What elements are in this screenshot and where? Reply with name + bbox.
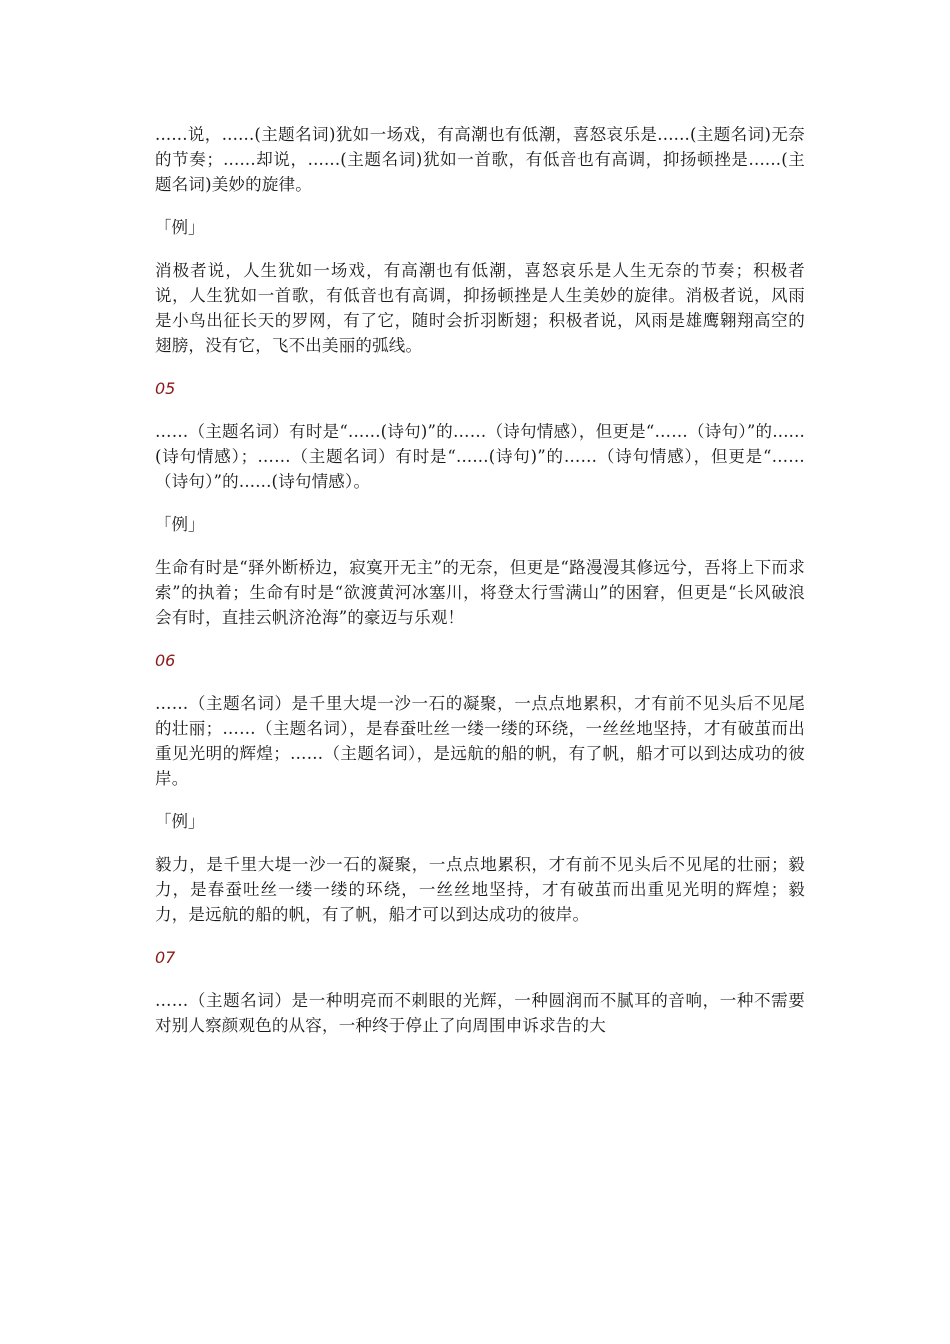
section-number-06: 06 xyxy=(155,651,176,670)
example-paragraph-05: 生命有时是“驿外断桥边，寂寞开无主”的无奈，但更是“路漫漫其修远兮，吾将上下而求索”的执着；生命有时是“欲渡黄河冰塞川，将登太行雪满山”的困窘，但更是“长风破浪会有时，直挂云帆济沧海”的豪迈与乐观！ xyxy=(155,558,805,627)
section-number-05: 05 xyxy=(155,379,176,398)
example-paragraph-06: 毅力，是千里大堤一沙一石的凝聚，一点点地累积，才有前不见头后不见尾的壮丽；毅力，是春蚕吐丝一缕一缕的环绕，一丝丝地坚持，才有破茧而出重见光明的辉煌；毅力，是远航的船的帆，有了帆，船才可以到达成功的彼岸。 xyxy=(155,855,805,924)
example-label: 「例」 xyxy=(155,515,205,534)
template-paragraph-07: ……（主题名词）是一种明亮而不刺眼的光辉，一种圆润而不腻耳的音响，一种不需要对别人察颜观色的从容，一种终于停止了向周围申诉求告的大 xyxy=(155,991,805,1035)
template-paragraph-04: ......说，......(主题名词)犹如一场戏，有高潮也有低潮，喜怒哀乐是......(主题名词)无奈的节奏；......却说，......(主题名词)犹如一首歌，有低音也有高调，抑扬顿挫是......(主题名词)美妙的旋律。 xyxy=(155,125,805,194)
section-number-07: 07 xyxy=(155,948,176,967)
example-label: 「例」 xyxy=(155,812,205,831)
example-paragraph-04: 消极者说，人生犹如一场戏，有高潮也有低潮，喜怒哀乐是人生无奈的节奏；积极者说，人生犹如一首歌，有低音也有高调，抑扬顿挫是人生美妙的旋律。消极者说，风雨是小鸟出征长天的罗网，有了它，随时会折羽断翅；积极者说，风雨是雄鹰翱翔高空的翅膀，没有它，飞不出美丽的弧线。 xyxy=(155,261,805,355)
template-paragraph-05: ……（主题名词）有时是“......(诗句)”的……（诗句情感），但更是“……（诗句）”的......(诗句情感）；……（主题名词）有时是“......(诗句)”的……（诗句情感），但更是“……（诗句）”的......(诗句情感）。 xyxy=(155,422,805,491)
template-paragraph-06: ……（主题名词）是千里大堤一沙一石的凝聚，一点点地累积，才有前不见头后不见尾的壮丽；……（主题名词），是春蚕吐丝一缕一缕的环绕，一丝丝地坚持，才有破茧而出重见光明的辉煌；……（主题名词），是远航的船的帆，有了帆，船才可以到达成功的彼岸。 xyxy=(155,694,805,788)
example-label: 「例」 xyxy=(155,218,205,237)
document-page xyxy=(155,122,805,1056)
